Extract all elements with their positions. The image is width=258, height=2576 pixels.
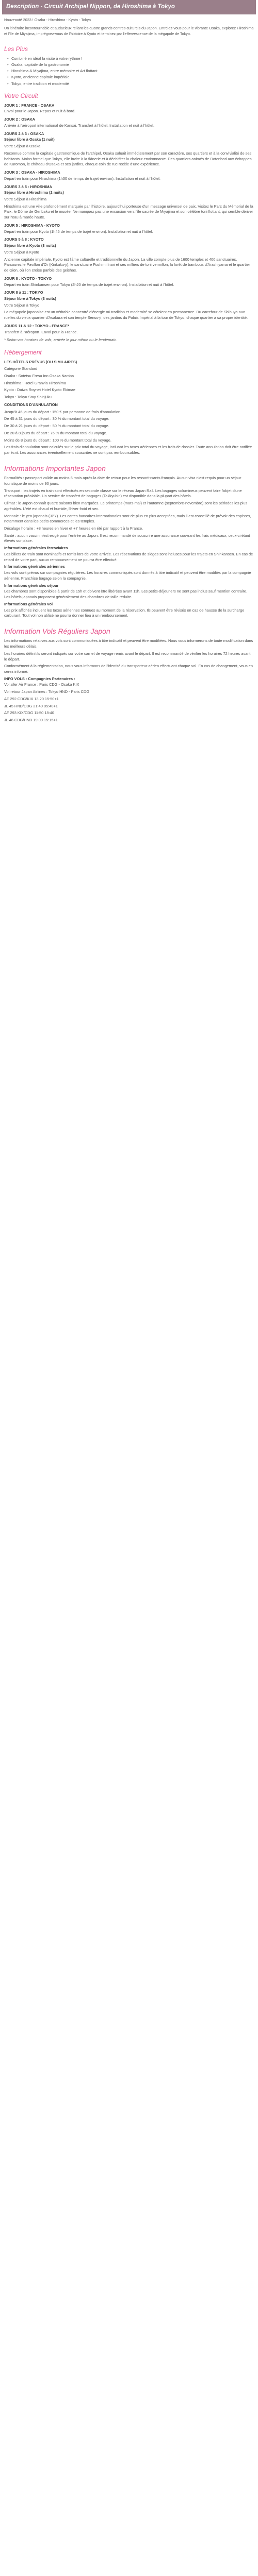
conditions-title: CONDITIONS D'ANNULATION (4, 402, 58, 407)
condition-line: Moins de 8 jours du départ : 100 % du montant total du voyage. (4, 437, 111, 443)
conditions-block (2, 402, 256, 456)
important-paragraph: Monnaie : le yen japonais (JPY). Les cartes bancaires internationales sont de plus en plus acceptées, mais il est conseillé de prévoir des espèces, notamment dans les petits commerces et les temples. (4, 513, 251, 524)
important-sub-text: Les chambres sont disponibles à partir de 15h et doivent être libérées avant 11h. Les petits-déjeuners ne sont pas inclus sauf mention contraire. Les hôtels japonais proposent généralement des chambres de taille réduite. (4, 589, 248, 600)
day-paragraph: Envol pour le Japon. Repas et nuit à bord. (4, 109, 76, 114)
important-sub-title: Informations générales aériennes (4, 564, 65, 569)
plus-item: • Combiné en idéal la visite à votre rythme ! (7, 56, 254, 62)
subtitle-line: Nouveauté 2023 ! Osaka - Hiroshima - Kyoto - Tokyo (4, 17, 91, 22)
regulatory-lines (4, 638, 254, 674)
condition-line: Jusqu'à 46 jours du départ : 150 € par personne de frais d'annulation. (4, 409, 122, 414)
condition-line: De 45 à 31 jours du départ : 30 % du montant total du voyage. (4, 416, 109, 421)
day-subtitle: Séjour libre à Tokyo (3 nuits) (4, 296, 56, 301)
hotel-line: Osaka : Sotetsu Fresa Inn Osaka Namba (4, 374, 74, 378)
day-paragraph: Transfert à l'aéroport. Envol pour la France. (4, 329, 78, 334)
plus-item: • Osaka, capitale de la gastronomie (7, 62, 254, 68)
important-sub-text: Les vols sont prévus sur compagnies régulières. Les horaires communiqués sont donnés à titre indicatif et peuvent être modifiés par la compagnie aérienne. Franchise bagage selon la compagnie. (4, 570, 251, 581)
day-paragraph: Reconnue comme la capitale gastronomique de l'archipel, Osaka saluait immédiatement par son caractère, ses quartiers et à la convivialité de ses habitants. Moins formel que Tokyo, elle invite à la flânerie et à déchiffrer la chaleur environnante. Des quartiers animés de Dotonbori aux échoppes de Kuromon, le château d'Osaka et ses jardins, chaque coin de rue recèle d'une expérience. (4, 150, 252, 167)
day-title: JOURS 5 à 8 : KYOTO (4, 237, 44, 242)
regulatory-paragraph: Les informations relatives aux vols sont communiquées à titre indicatif et peuvent être modifiées. Nous vous informerons de toute modification dans les meilleurs délais. (4, 638, 253, 649)
day-subtitle: Séjour libre à Hiroshima (2 nuits) (4, 190, 64, 195)
important-sub-text: Les prix affichés incluent les taxes aériennes connues au moment de la réservation. Ils peuvent être révisés en cas de hausse de la surcharge carburant. Tout vol non utilisé ne pourra donner lieu à un remboursement. (4, 607, 245, 618)
important-paragraph: Santé : aucun vaccin n'est exigé pour l'entrée au Japon. Il est recommandé de souscrire une assurance couvrant les frais médicaux, ceux-ci étant élevés sur place. (4, 533, 250, 544)
day-paragraph: Votre Séjour à Kyoto (4, 249, 39, 255)
regulatory-block (2, 638, 256, 723)
hotel-line: Kyoto : Daiwa Roynet Hotel Kyoto Ekimae (4, 387, 76, 393)
itinerary-footnote: * Selon vos horaires de vols, arrivée le jour même ou le lendemain. (4, 337, 118, 343)
plus-item: • Kyoto, ancienne capitale impériale (7, 75, 254, 80)
title-banner (2, 0, 256, 14)
regulatory-paragraph: Les horaires définitifs seront indiqués sur votre carnet de voyage remis avant le départ. Il est recommandé de vérifier les horaires 72 heures avant le départ. (4, 651, 251, 662)
day-paragraph: Départ en train pour Hiroshima (1h30 de temps de trajet environ). Installation et nuit à l'hôtel. (4, 176, 160, 181)
regulatory-heading: Information Vols Réguliers Japon (4, 627, 110, 635)
condition-line: De 20 à 8 jours du départ : 75 % du montant total du voyage. (4, 430, 107, 435)
day-title: JOUR 3 : OSAKA - HIROSHIMA (4, 170, 60, 175)
day-paragraph: Votre Séjour à Osaka (4, 144, 41, 149)
itinerary-day (2, 117, 256, 128)
page-title: Description - Circuit Archipel Nippon, de Hiroshima à Tokyo (6, 4, 175, 10)
circuit-heading: Votre Circuit (4, 92, 38, 100)
plus-item: • Hiroshima & Miyajima, entre mémoire et Art flottant (7, 69, 254, 74)
important-paragraph: Transport : les trajets en train sont effectués en seconde classe sur le réseau Japan Rail. Les bagages volumineux peuvent faire l'objet d'une réservation préalable. Un service de transfert de bagages (Takkyubin) est disponible dans la plupart des hôtels. (4, 488, 242, 499)
hotels-heading: Hébergement (4, 349, 42, 357)
day-paragraph: Arrivée à l'aéroport international de Kansai. Transfert à l'hôtel. Installation et nuit à l'hôtel. (4, 123, 154, 128)
day-title: JOUR 2 : OSAKA (4, 117, 35, 122)
important-sub-title: Informations générales ferroviaires (4, 546, 68, 551)
day-paragraph: Hiroshima est une ville profondément marquée par l'histoire, aujourd'hui porteuse d'un message universel de paix. Visitez le Parc du Mémorial de la Paix, le Dôme de Genbaku et le musée. Ne manquez pas une excursion vers l'île sacrée de Miyajima et son célèbre torii flottant, qui semble dériver sur l'eau à marée haute. (4, 204, 253, 220)
important-heading: Informations Importantes Japon (4, 464, 106, 472)
day-title: JOUR 1 : FRANCE - OSAKA (4, 103, 55, 108)
itinerary (2, 103, 256, 335)
condition-line: Les frais d'annulation sont calculés sur le prix total du voyage, incluant les taxes aériennes et les frais de dossier. Toute annulation doit être notifiée par écrit. Les assurances éventuellement souscrites ne sont pas remboursables. (4, 445, 252, 455)
day-title: JOUR 8 à 11 : TOKYO (4, 290, 43, 295)
important-paragraph: Décalage horaire : +8 heures en hiver et +7 heures en été par rapport à la France. (4, 526, 143, 531)
important-paragraph: Climat : le Japon connaît quatre saisons bien marquées. Le printemps (mars-mai) et l'automne (septembre-novembre) sont les périodes les plus agréables. L'été est chaud et humide, l'hiver froid et sec. (4, 501, 248, 511)
itinerary-day (2, 103, 256, 114)
plus-heading: Les Plus (4, 45, 28, 53)
flight-line: Vol aller Air France : Paris CDG - Osaka KIX (4, 682, 79, 687)
itinerary-day (2, 276, 256, 287)
condition-lines (4, 410, 254, 456)
itinerary-day (2, 290, 256, 321)
hotel-line: Hiroshima : Hotel Granvia Hiroshima (4, 380, 66, 385)
hotel-line: Tokyo : Tokyu Stay Shinjuku (4, 395, 52, 400)
intro-text: Un itinéraire incontournable et audacieux reliant les quatre grands centres culturels du Japon. Entrelez-vous pour le vibrante Osaka, explorez Hiroshima et l'île de Miyajima, imprégnez-vous de l'histoire à Kyoto et terminez par l'effervescence de la mégapole de Tokyo. (4, 26, 254, 36)
page (0, 0, 258, 723)
day-title: JOUR 8 : KYOTO - TOKYO (4, 276, 52, 281)
itinerary-day (2, 223, 256, 234)
important-subs (4, 546, 254, 619)
day-paragraph: Ancienne capitale impériale, Kyoto est l'âme culturelle et traditionnelle du Japon. La ville compte plus de 1600 temples et 400 sanctuaires. Parcourez le Pavillon d'Or (Kinkaku-ji), le sanctuaire Fushimi Inari et ses milliers de torii vermillon, la forêt de bambous d'Arashiyama et le quartier de Gion, où l'on croise parfois des geishas. (4, 257, 250, 273)
flight-lines (4, 682, 254, 723)
itinerary-day (2, 184, 256, 221)
day-paragraph: Départ en train pour Kyoto (1h45 de temps de trajet environ). Installation et nuit à l'hôtel. (4, 229, 153, 234)
day-subtitle: Séjour libre à Kyoto (3 nuits) (4, 243, 56, 248)
flight-line: JL 45 HND/CDG 21:40 05:40+1 (4, 703, 58, 708)
important-block (2, 476, 256, 619)
condition-line: De 30 à 21 jours du départ : 50 % du montant total du voyage. (4, 423, 109, 429)
important-lines (4, 476, 254, 544)
itinerary-day (2, 170, 256, 181)
important-paragraph: Formalités : passeport valide au moins 6 mois après la date de retour pour les ressortissants français. Aucun visa n'est requis pour un séjour touristique de moins de 90 jours. (4, 476, 241, 486)
day-subtitle: Séjour libre à Osaka (1 nuit) (4, 137, 55, 142)
hotels-intro-title: LES HÔTELS PRÉVUS (OU SIMILAIRES) (4, 359, 77, 364)
day-paragraph: Votre Séjour à Tokyo (4, 302, 40, 308)
day-title: JOURS 2 à 3 : OSAKA (4, 131, 44, 136)
day-paragraph: Votre Séjour à Hiroshima (4, 196, 47, 201)
important-sub-title: Informations générales séjour (4, 583, 59, 588)
hotel-line: Catégorie Standard (4, 366, 38, 371)
plus-item: • Tokyo, entre tradition et modernité (7, 81, 254, 87)
plus-list (2, 56, 256, 87)
itinerary-day (2, 324, 256, 335)
flight-line: AF 293 KIX/CDG 11:50 18:40 (4, 710, 54, 716)
regulatory-paragraph: Conformément à la réglementation, nous vous informons de l'identité du transporteur aérien effectuant chaque vol. En cas de changement, vous en serez informé. (4, 664, 253, 674)
flight-line: Vol retour Japan Airlines : Tokyo HND - Paris CDG (4, 689, 89, 694)
flight-line: JL 46 CDG/HND 19:00 15:15+1 (4, 718, 58, 723)
important-sub-text: Les billets de train sont nominatifs et remis lors de votre arrivée. Les réservations de sièges sont incluses pour les trajets en Shinkansen. En cas de retard de votre part, aucun remboursement ne pourra être effectué. (4, 551, 253, 562)
itinerary-day (2, 131, 256, 167)
important-sub-title: Informations générales vol (4, 601, 53, 606)
flights-info-title: INFO VOLS : Compagnies Partenaires : (4, 676, 75, 681)
day-paragraph: La mégapole japonaise est un véritable concentré d'énergie où tradition et modernité se côtoient en permanence. Du carrefour de Shibuya aux ruelles du vieux quartier d'Asakura et son temple Senso-ji, des jardins du Palais Impérial à la tour de Tokyo, chaque quartier a sa propre identité. (4, 310, 248, 320)
day-title: JOURS 3 à 5 : HIROSHIMA (4, 184, 52, 189)
hotel-lines (4, 366, 254, 400)
day-title: JOURS 11 & 12 : TOKYO - FRANCE* (4, 323, 69, 328)
day-title: JOUR 5 : HIROSHIMA - KYOTO (4, 223, 60, 228)
hotels-block (2, 360, 256, 400)
flight-line: AF 292 CDG/KIX 13:20 15:50+1 (4, 696, 59, 701)
itinerary-day (2, 237, 256, 273)
day-paragraph: Départ en train Shinkansen pour Tokyo (2h20 de temps de trajet environ). Installation et nuit à l'hôtel. (4, 282, 174, 287)
